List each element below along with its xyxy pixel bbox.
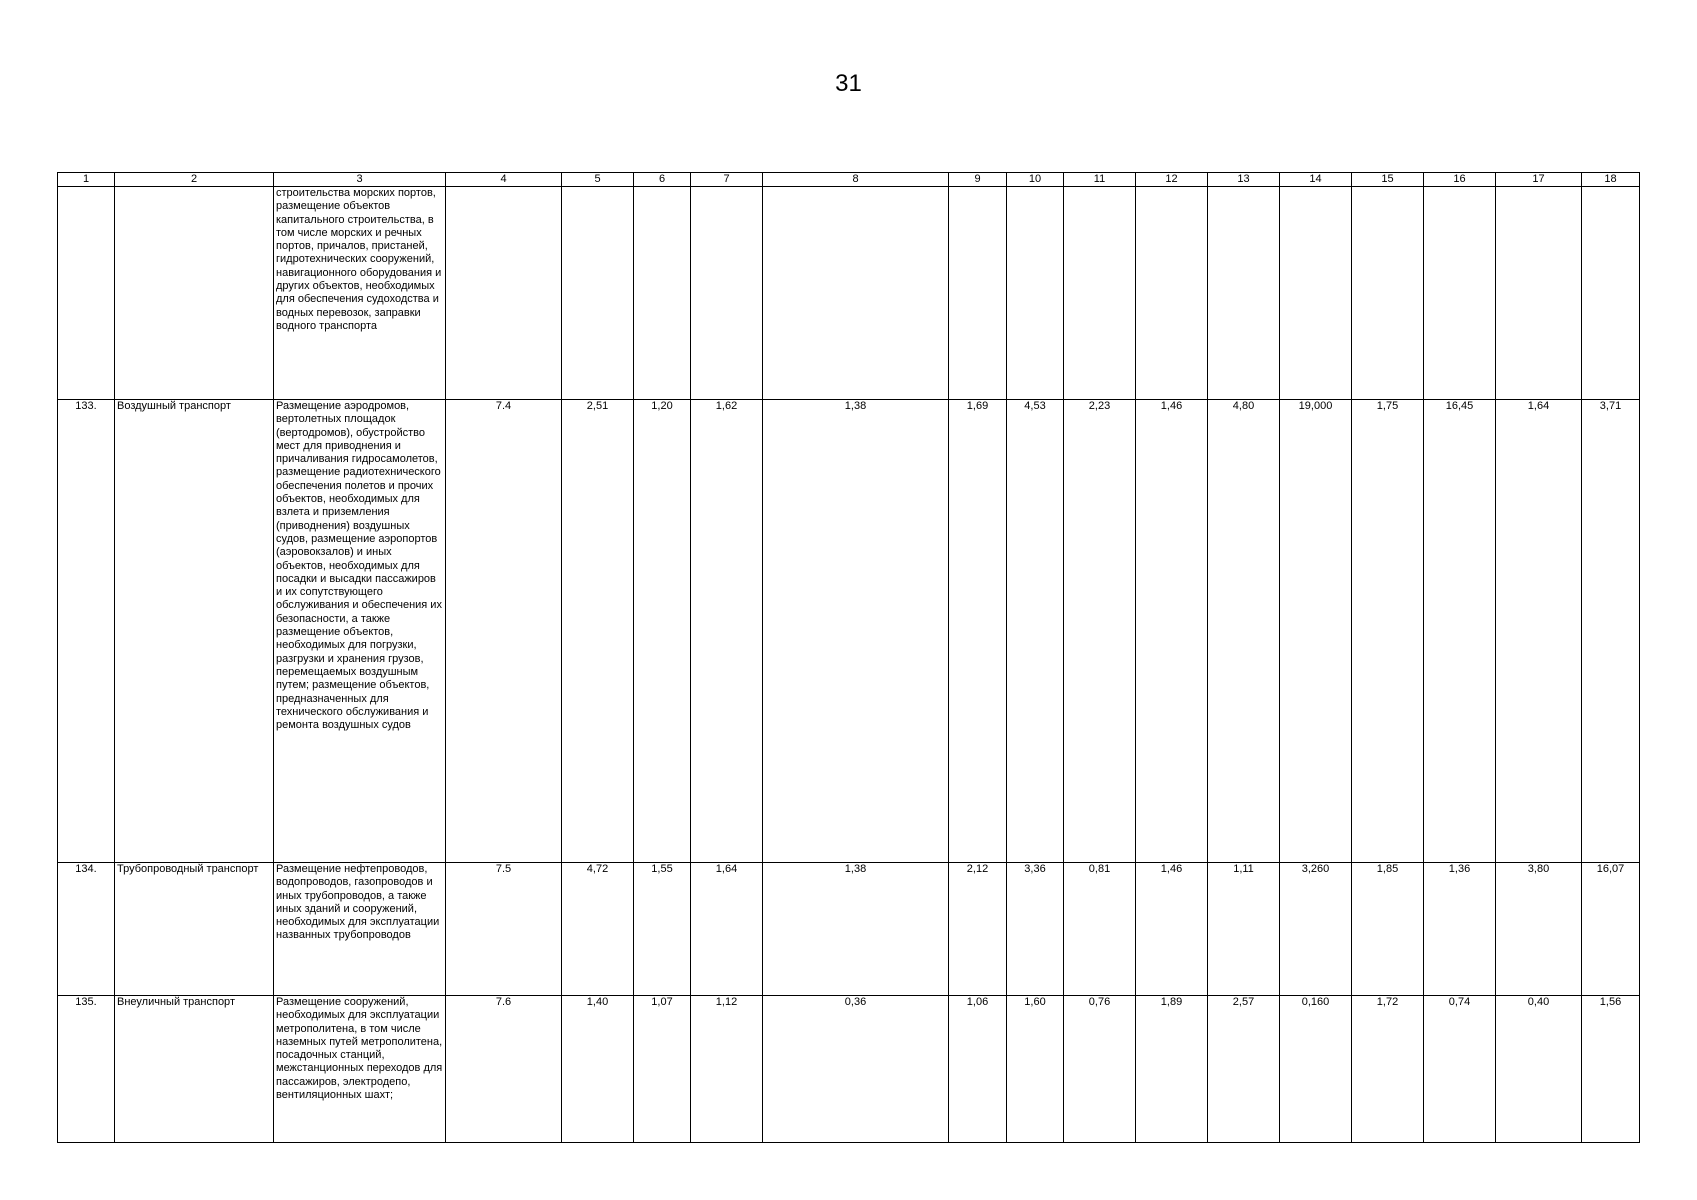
- coefficient-cell: 0,81: [1064, 863, 1136, 996]
- row-number: 135.: [58, 996, 115, 1143]
- coefficients-table: [57, 172, 1640, 1143]
- coefficient-cell: 2,57: [1208, 996, 1280, 1143]
- coefficient-cell: 1,46: [1136, 400, 1208, 863]
- coefficient-cell: 4,53: [1007, 400, 1064, 863]
- column-header: 14: [1280, 173, 1352, 187]
- table-row: [58, 187, 1640, 400]
- land-use-code: 7.5: [446, 863, 562, 996]
- row-number: [58, 187, 115, 400]
- coefficient-cell: 1,11: [1208, 863, 1280, 996]
- coefficient-cell: 19,000: [1280, 400, 1352, 863]
- row-number: 134.: [58, 863, 115, 996]
- land-use-name: Воздушный транспорт: [115, 400, 274, 863]
- coefficient-cell: 0,36: [763, 996, 949, 1143]
- land-use-code: [446, 187, 562, 400]
- coefficient-cell: 16,07: [1582, 863, 1640, 996]
- column-header: 2: [115, 173, 274, 187]
- land-use-name: Трубопроводный транспорт: [115, 863, 274, 996]
- coefficient-cell: 3,36: [1007, 863, 1064, 996]
- coefficient-cell: [763, 187, 949, 400]
- column-header: 6: [634, 173, 691, 187]
- table-header-row: [58, 173, 1640, 187]
- coefficient-cell: 1,38: [763, 400, 949, 863]
- coefficient-cell: [691, 187, 763, 400]
- coefficient-cell: 1,56: [1582, 996, 1640, 1143]
- coefficient-cell: 1,89: [1136, 996, 1208, 1143]
- coefficient-cell: 1,64: [1496, 400, 1582, 863]
- coefficient-cell: 1,64: [691, 863, 763, 996]
- coefficient-cell: 3,260: [1280, 863, 1352, 996]
- coefficient-cell: 0,40: [1496, 996, 1582, 1143]
- coefficient-cell: [1064, 187, 1136, 400]
- coefficient-cell: [1352, 187, 1424, 400]
- land-use-description: Размещение сооружений, необходимых для эксплуатации метрополитена, в том числе наземных путей метрополитена, посадочных станций, межстанционных переходов для пассажиров, электродепо, вентиляционных шахт;: [274, 996, 446, 1143]
- coefficient-cell: 3,80: [1496, 863, 1582, 996]
- coefficient-cell: 1,38: [763, 863, 949, 996]
- land-use-description: Размещение аэродромов, вертолетных площадок (вертодромов), обустройство мест для приводнения и причаливания гидросамолетов, размещение радиотехнического обеспечения полетов и прочих объектов, необходимых для взлета и приземления (приводнения) воздушных судов, размещение аэропортов (аэровокзалов) и иных объектов, необходимых для посадки и высадки пассажиров и их сопутствующего обслуживания и обеспечения их безопасности, а также размещение объектов, необходимых для погрузки, разгрузки и хранения грузов, перемещаемых воздушным путем; размещение объектов, предназначенных для технического обслуживания и ремонта воздушных судов: [274, 400, 446, 863]
- coefficient-cell: 1,62: [691, 400, 763, 863]
- coefficient-cell: [1496, 187, 1582, 400]
- coefficient-cell: [562, 187, 634, 400]
- column-header: 12: [1136, 173, 1208, 187]
- coefficient-cell: 16,45: [1424, 400, 1496, 863]
- coefficient-cell: [1582, 187, 1640, 400]
- column-header: 13: [1208, 173, 1280, 187]
- coefficient-cell: 2,12: [949, 863, 1007, 996]
- coefficient-cell: 1,40: [562, 996, 634, 1143]
- coefficient-cell: 1,60: [1007, 996, 1064, 1143]
- coefficient-cell: 0,160: [1280, 996, 1352, 1143]
- coefficient-cell: 1,85: [1352, 863, 1424, 996]
- column-header: 10: [1007, 173, 1064, 187]
- coefficient-cell: 4,72: [562, 863, 634, 996]
- coefficient-cell: 1,36: [1424, 863, 1496, 996]
- coefficient-cell: 2,51: [562, 400, 634, 863]
- coefficient-cell: 1,20: [634, 400, 691, 863]
- coefficient-cell: 1,72: [1352, 996, 1424, 1143]
- coefficient-cell: 1,69: [949, 400, 1007, 863]
- land-use-description: строительства морских портов, размещение объектов капитального строительства, в том числе морских и речных портов, причалов, пристаней, гидротехнических сооружений, навигационного оборудования и других объектов, необходимых для обеспечения судоходства и водных перевозок, заправки водного транспорта: [274, 187, 446, 400]
- land-use-code: 7.4: [446, 400, 562, 863]
- land-use-description: Размещение нефтепроводов, водопроводов, газопроводов и иных трубопроводов, а также иных зданий и сооружений, необходимых для эксплуатации названных трубопроводов: [274, 863, 446, 996]
- coefficient-cell: [1136, 187, 1208, 400]
- column-header: 9: [949, 173, 1007, 187]
- coefficient-cell: 0,74: [1424, 996, 1496, 1143]
- coefficient-cell: [634, 187, 691, 400]
- column-header: 4: [446, 173, 562, 187]
- column-header: 15: [1352, 173, 1424, 187]
- column-header: 5: [562, 173, 634, 187]
- coefficient-cell: 4,80: [1208, 400, 1280, 863]
- coefficient-cell: 2,23: [1064, 400, 1136, 863]
- column-header: 3: [274, 173, 446, 187]
- coefficient-cell: [1007, 187, 1064, 400]
- table-row: [58, 400, 1640, 863]
- land-use-code: 7.6: [446, 996, 562, 1143]
- coefficient-cell: 1,07: [634, 996, 691, 1143]
- coefficient-cell: 1,46: [1136, 863, 1208, 996]
- coefficient-cell: 1,12: [691, 996, 763, 1143]
- row-number: 133.: [58, 400, 115, 863]
- land-use-name: Внеуличный транспорт: [115, 996, 274, 1143]
- coefficient-cell: 0,76: [1064, 996, 1136, 1143]
- coefficient-cell: 1,55: [634, 863, 691, 996]
- coefficient-cell: 1,75: [1352, 400, 1424, 863]
- column-header: 11: [1064, 173, 1136, 187]
- coefficient-cell: [1424, 187, 1496, 400]
- coefficient-cell: [1280, 187, 1352, 400]
- land-use-name: [115, 187, 274, 400]
- column-header: 7: [691, 173, 763, 187]
- coefficient-cell: [1208, 187, 1280, 400]
- page-number: 31: [835, 70, 862, 97]
- column-header: 18: [1582, 173, 1640, 187]
- column-header: 8: [763, 173, 949, 187]
- column-header: 1: [58, 173, 115, 187]
- coefficient-cell: 3,71: [1582, 400, 1640, 863]
- column-header: 17: [1496, 173, 1582, 187]
- table-row: [58, 863, 1640, 996]
- column-header: 16: [1424, 173, 1496, 187]
- coefficient-cell: [949, 187, 1007, 400]
- coefficient-cell: 1,06: [949, 996, 1007, 1143]
- table-row: [58, 996, 1640, 1143]
